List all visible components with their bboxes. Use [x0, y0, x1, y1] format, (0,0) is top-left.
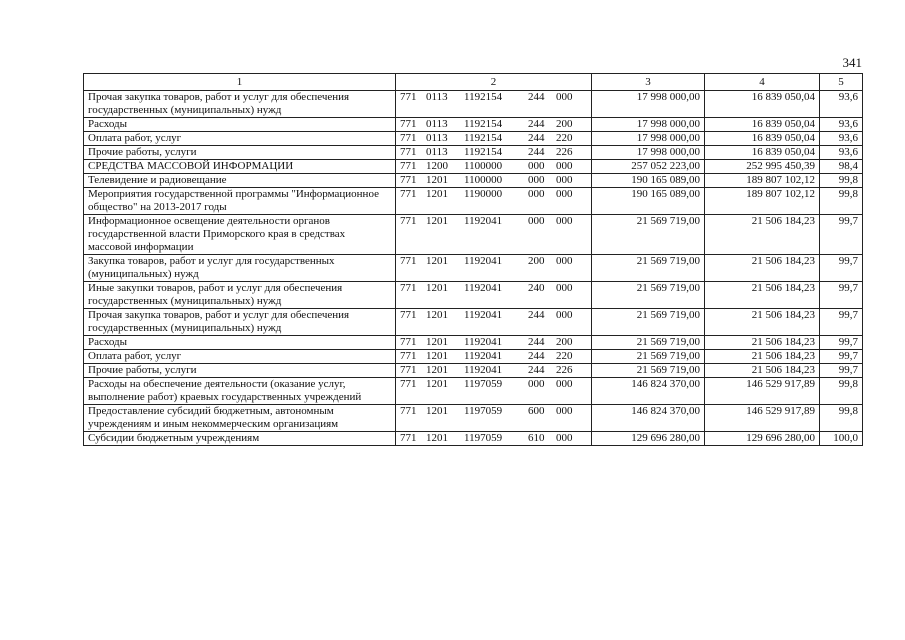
- page-number: 341: [842, 55, 862, 70]
- row-actual: 16 839 050,04: [705, 146, 820, 160]
- code-segment: 244: [528, 91, 545, 103]
- table-row: [84, 146, 863, 160]
- table-row: [84, 118, 863, 132]
- code-segment: 1192041: [464, 364, 503, 376]
- row-name: Расходы: [84, 336, 396, 350]
- code-segment: 244: [528, 118, 545, 130]
- header-row: [84, 74, 863, 91]
- code-segment: 1201: [426, 282, 448, 294]
- row-planned: 146 824 370,00: [592, 405, 705, 432]
- code-segment: 220: [556, 132, 573, 144]
- code-segment: 1201: [426, 188, 448, 200]
- row-planned: 17 998 000,00: [592, 91, 705, 118]
- table-row: [84, 255, 863, 282]
- code-segment: 771: [400, 132, 417, 144]
- row-name: СРЕДСТВА МАССОВОЙ ИНФОРМАЦИИ: [84, 160, 396, 174]
- code-segment: 000: [556, 174, 573, 186]
- code-segment: 771: [400, 432, 417, 444]
- header-col-4: 4: [705, 74, 820, 91]
- row-percent: 99,8: [820, 378, 863, 405]
- code-segment: 1201: [426, 405, 448, 417]
- row-percent: 99,7: [820, 215, 863, 255]
- table-row: [84, 160, 863, 174]
- row-actual: 146 529 917,89: [705, 405, 820, 432]
- code-segment: 000: [556, 432, 573, 444]
- row-percent: 99,7: [820, 350, 863, 364]
- row-actual: 252 995 450,39: [705, 160, 820, 174]
- row-actual: 21 506 184,23: [705, 350, 820, 364]
- row-name: Телевидение и радиовещание: [84, 174, 396, 188]
- code-segment: 1201: [426, 378, 448, 390]
- row-actual: 146 529 917,89: [705, 378, 820, 405]
- row-codes: [396, 146, 592, 160]
- row-codes: [396, 309, 592, 336]
- row-percent: 99,7: [820, 255, 863, 282]
- code-segment: 1201: [426, 309, 448, 321]
- row-planned: 21 569 719,00: [592, 255, 705, 282]
- code-segment: 610: [528, 432, 545, 444]
- table-row: [84, 309, 863, 336]
- row-planned: 257 052 223,00: [592, 160, 705, 174]
- code-segment: 771: [400, 309, 417, 321]
- row-planned: 21 569 719,00: [592, 364, 705, 378]
- code-segment: 000: [528, 378, 545, 390]
- code-segment: 000: [528, 215, 545, 227]
- row-percent: 99,7: [820, 364, 863, 378]
- code-segment: 1100000: [464, 160, 503, 172]
- code-segment: 771: [400, 174, 417, 186]
- code-segment: 0113: [426, 118, 448, 130]
- code-segment: 1192041: [464, 336, 503, 348]
- code-segment: 226: [556, 146, 573, 158]
- code-segment: 1200: [426, 160, 448, 172]
- row-percent: 99,7: [820, 282, 863, 309]
- row-actual: 16 839 050,04: [705, 91, 820, 118]
- row-codes: [396, 405, 592, 432]
- row-percent: 98,4: [820, 160, 863, 174]
- row-name: Прочие работы, услуги: [84, 146, 396, 160]
- code-segment: 1197059: [464, 432, 503, 444]
- row-planned: 17 998 000,00: [592, 146, 705, 160]
- row-codes: [396, 188, 592, 215]
- code-segment: 1201: [426, 174, 448, 186]
- row-name: Оплата работ, услуг: [84, 350, 396, 364]
- row-planned: 21 569 719,00: [592, 282, 705, 309]
- code-segment: 771: [400, 160, 417, 172]
- table-row: [84, 432, 863, 446]
- code-segment: 0113: [426, 146, 448, 158]
- table-row: [84, 364, 863, 378]
- code-segment: 1190000: [464, 188, 503, 200]
- code-segment: 771: [400, 146, 417, 158]
- code-segment: 000: [556, 255, 573, 267]
- code-segment: 1192041: [464, 255, 503, 267]
- row-name: Мероприятия государственной программы "Информационное общество" на 2013-2017 годы: [84, 188, 396, 215]
- row-planned: 21 569 719,00: [592, 336, 705, 350]
- row-name: Оплата работ, услуг: [84, 132, 396, 146]
- table-row: [84, 282, 863, 309]
- code-segment: 244: [528, 336, 545, 348]
- code-segment: 000: [556, 91, 573, 103]
- row-actual: 189 807 102,12: [705, 188, 820, 215]
- code-segment: 000: [556, 405, 573, 417]
- table-row: [84, 91, 863, 118]
- row-codes: [396, 174, 592, 188]
- code-segment: 771: [400, 378, 417, 390]
- code-segment: 600: [528, 405, 545, 417]
- row-actual: 129 696 280,00: [705, 432, 820, 446]
- header-col-1: 1: [84, 74, 396, 91]
- code-segment: 0113: [426, 132, 448, 144]
- code-segment: 244: [528, 350, 545, 362]
- header-col-5: 5: [820, 74, 863, 91]
- row-codes: [396, 255, 592, 282]
- code-segment: 1201: [426, 432, 448, 444]
- row-name: Прочая закупка товаров, работ и услуг для обеспечения государственных (муниципальных) нужд: [84, 309, 396, 336]
- table-row: [84, 132, 863, 146]
- row-name: Закупка товаров, работ и услуг для государственных (муниципальных) нужд: [84, 255, 396, 282]
- code-segment: 000: [528, 188, 545, 200]
- code-segment: 1197059: [464, 405, 503, 417]
- code-segment: 1201: [426, 215, 448, 227]
- row-name: Иные закупки товаров, работ и услуг для обеспечения государственных (муниципальных) нужд: [84, 282, 396, 309]
- code-segment: 771: [400, 91, 417, 103]
- code-segment: 1192041: [464, 282, 503, 294]
- row-name: Расходы: [84, 118, 396, 132]
- code-segment: 771: [400, 336, 417, 348]
- row-codes: [396, 364, 592, 378]
- code-segment: 1192154: [464, 91, 503, 103]
- code-segment: 1192154: [464, 132, 503, 144]
- code-segment: 771: [400, 215, 417, 227]
- code-segment: 1192041: [464, 350, 503, 362]
- code-segment: 1192041: [464, 309, 503, 321]
- code-segment: 200: [556, 118, 573, 130]
- row-percent: 100,0: [820, 432, 863, 446]
- row-planned: 21 569 719,00: [592, 350, 705, 364]
- row-planned: 190 165 089,00: [592, 174, 705, 188]
- row-codes: [396, 91, 592, 118]
- code-segment: 1201: [426, 350, 448, 362]
- row-name: Субсидии бюджетным учреждениям: [84, 432, 396, 446]
- code-segment: 771: [400, 188, 417, 200]
- code-segment: 1192154: [464, 146, 503, 158]
- code-segment: 000: [528, 160, 545, 172]
- row-percent: 99,7: [820, 309, 863, 336]
- code-segment: 771: [400, 255, 417, 267]
- code-segment: 000: [556, 309, 573, 321]
- code-segment: 0113: [426, 91, 448, 103]
- row-name: Предоставление субсидий бюджетным, автономным учреждениям и иным некоммерческим организациям: [84, 405, 396, 432]
- code-segment: 000: [556, 215, 573, 227]
- table-row: [84, 188, 863, 215]
- table-row: [84, 405, 863, 432]
- header-col-3: 3: [592, 74, 705, 91]
- row-planned: 146 824 370,00: [592, 378, 705, 405]
- code-segment: 1201: [426, 255, 448, 267]
- code-segment: 000: [556, 160, 573, 172]
- table-body: [84, 91, 863, 446]
- code-segment: 200: [556, 336, 573, 348]
- row-actual: 21 506 184,23: [705, 364, 820, 378]
- code-segment: 000: [528, 174, 545, 186]
- row-codes: [396, 160, 592, 174]
- table-row: [84, 336, 863, 350]
- code-segment: 226: [556, 364, 573, 376]
- code-segment: 771: [400, 405, 417, 417]
- code-segment: 771: [400, 364, 417, 376]
- row-name: Информационное освещение деятельности органов государственной власти Приморского края в средствах массовой информации: [84, 215, 396, 255]
- row-actual: 21 506 184,23: [705, 282, 820, 309]
- table-row: [84, 350, 863, 364]
- code-segment: 000: [556, 188, 573, 200]
- code-segment: 771: [400, 350, 417, 362]
- row-codes: [396, 378, 592, 405]
- row-percent: 99,8: [820, 188, 863, 215]
- row-name: Расходы на обеспечение деятельности (оказание услуг, выполнение работ) краевых государственных учреждений: [84, 378, 396, 405]
- row-codes: [396, 132, 592, 146]
- row-actual: 21 506 184,23: [705, 215, 820, 255]
- row-codes: [396, 215, 592, 255]
- row-percent: 99,7: [820, 336, 863, 350]
- row-actual: 21 506 184,23: [705, 255, 820, 282]
- row-actual: 21 506 184,23: [705, 309, 820, 336]
- code-segment: 244: [528, 132, 545, 144]
- code-segment: 1201: [426, 364, 448, 376]
- row-planned: 17 998 000,00: [592, 132, 705, 146]
- row-planned: 17 998 000,00: [592, 118, 705, 132]
- code-segment: 1197059: [464, 378, 503, 390]
- row-name: Прочие работы, услуги: [84, 364, 396, 378]
- row-codes: [396, 350, 592, 364]
- budget-table: [83, 73, 863, 446]
- row-percent: 93,6: [820, 91, 863, 118]
- code-segment: 771: [400, 118, 417, 130]
- row-actual: 16 839 050,04: [705, 118, 820, 132]
- code-segment: 244: [528, 309, 545, 321]
- code-segment: 771: [400, 282, 417, 294]
- row-codes: [396, 118, 592, 132]
- row-planned: 190 165 089,00: [592, 188, 705, 215]
- code-segment: 1192154: [464, 118, 503, 130]
- row-percent: 93,6: [820, 132, 863, 146]
- row-planned: 21 569 719,00: [592, 309, 705, 336]
- code-segment: 000: [556, 282, 573, 294]
- table-row: [84, 174, 863, 188]
- code-segment: 244: [528, 364, 545, 376]
- row-actual: 21 506 184,23: [705, 336, 820, 350]
- row-percent: 99,8: [820, 405, 863, 432]
- row-name: Прочая закупка товаров, работ и услуг для обеспечения государственных (муниципальных) нужд: [84, 91, 396, 118]
- row-percent: 93,6: [820, 146, 863, 160]
- row-codes: [396, 336, 592, 350]
- row-codes: [396, 432, 592, 446]
- code-segment: 220: [556, 350, 573, 362]
- row-percent: 93,6: [820, 118, 863, 132]
- row-planned: 129 696 280,00: [592, 432, 705, 446]
- code-segment: 240: [528, 282, 545, 294]
- table-row: [84, 378, 863, 405]
- code-segment: 000: [556, 378, 573, 390]
- code-segment: 1100000: [464, 174, 503, 186]
- code-segment: 244: [528, 146, 545, 158]
- row-planned: 21 569 719,00: [592, 215, 705, 255]
- code-segment: 1201: [426, 336, 448, 348]
- row-percent: 99,8: [820, 174, 863, 188]
- row-codes: [396, 282, 592, 309]
- table-row: [84, 215, 863, 255]
- code-segment: 200: [528, 255, 545, 267]
- header-col-2: 2: [396, 74, 592, 91]
- code-segment: 1192041: [464, 215, 503, 227]
- row-actual: 16 839 050,04: [705, 132, 820, 146]
- row-actual: 189 807 102,12: [705, 174, 820, 188]
